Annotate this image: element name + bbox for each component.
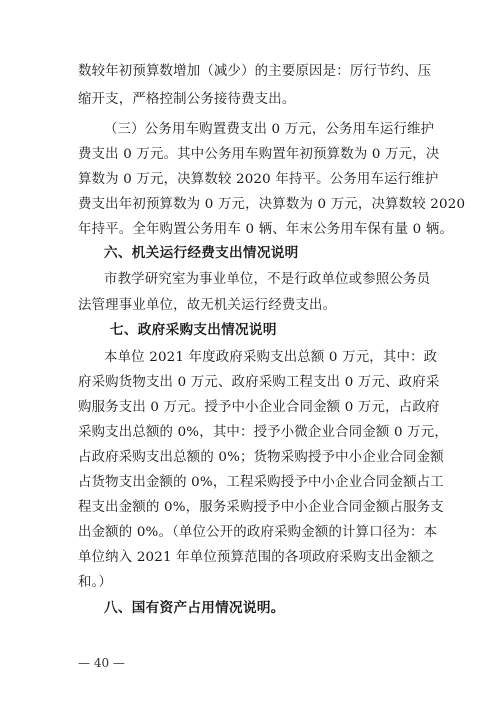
section-heading-7: 七、政府采购支出情况说明 — [110, 322, 277, 338]
text-line: 市教学研究室为事业单位，不是行政单位或参照公务员 — [104, 272, 431, 287]
section-heading-8: 八、国有资产占用情况说明。 — [104, 600, 285, 616]
text-line: （三）公务用车购置费支出 0 万元，公务用车运行维护 — [104, 122, 435, 137]
text-line: 法管理事业单位，故无机关运行经费支出。 — [78, 298, 337, 313]
text-line: 年持平。全年购置公务用车 0 辆、年末公务用车保有量 0 辆。 — [78, 222, 454, 237]
text-line: 算数为 0 万元，决算数较 2020 年持平。公务用车运行维护 — [78, 172, 439, 187]
text-line: 费支出 0 万元。其中公务用车购置年初预算数为 0 万元，决 — [78, 147, 440, 162]
text-line: 单位纳入 2021 年单位预算范围的各项政府采购支出金额之 — [78, 550, 435, 565]
section-heading-6: 六、机关运行经费支出情况说明 — [104, 245, 299, 261]
text-line: 购服务支出 0 万元。授予中小企业合同金额 0 万元，占政府 — [78, 400, 440, 415]
text-line: 府采购货物支出 0 万元、政府采购工程支出 0 万元、政府采 — [78, 375, 440, 390]
text-line: 占政府采购支出总额的 0%；货物采购授予中小企业合同金额 — [78, 450, 444, 465]
text-line: 采购支出总额的 0%，其中：授予小微企业合同金额 0 万元， — [78, 425, 448, 440]
text-line: 出金额的 0%。（单位公开的政府采购金额的计算口径为：本 — [78, 525, 438, 540]
page-number: — 40 — — [78, 656, 125, 670]
text-line: 数较年初预算数增加（减少）的主要原因是：厉行节约、压 — [78, 64, 432, 79]
text-line: 和。） — [78, 575, 113, 590]
text-line: 本单位 2021 年度政府采购支出总额 0 万元，其中：政 — [104, 350, 438, 365]
text-line: 缩开支，严格控制公务接待费支出。 — [78, 92, 296, 107]
text-line: 程支出金额的 0%，服务采购授予中小企业合同金额占服务支 — [78, 500, 444, 515]
text-line: 费支出年初预算数为 0 万元，决算数为 0 万元，决算数较 2020 — [78, 197, 466, 212]
text-line: 占货物支出金额的 0%，工程采购授予中小企业合同金额占工 — [78, 475, 444, 490]
